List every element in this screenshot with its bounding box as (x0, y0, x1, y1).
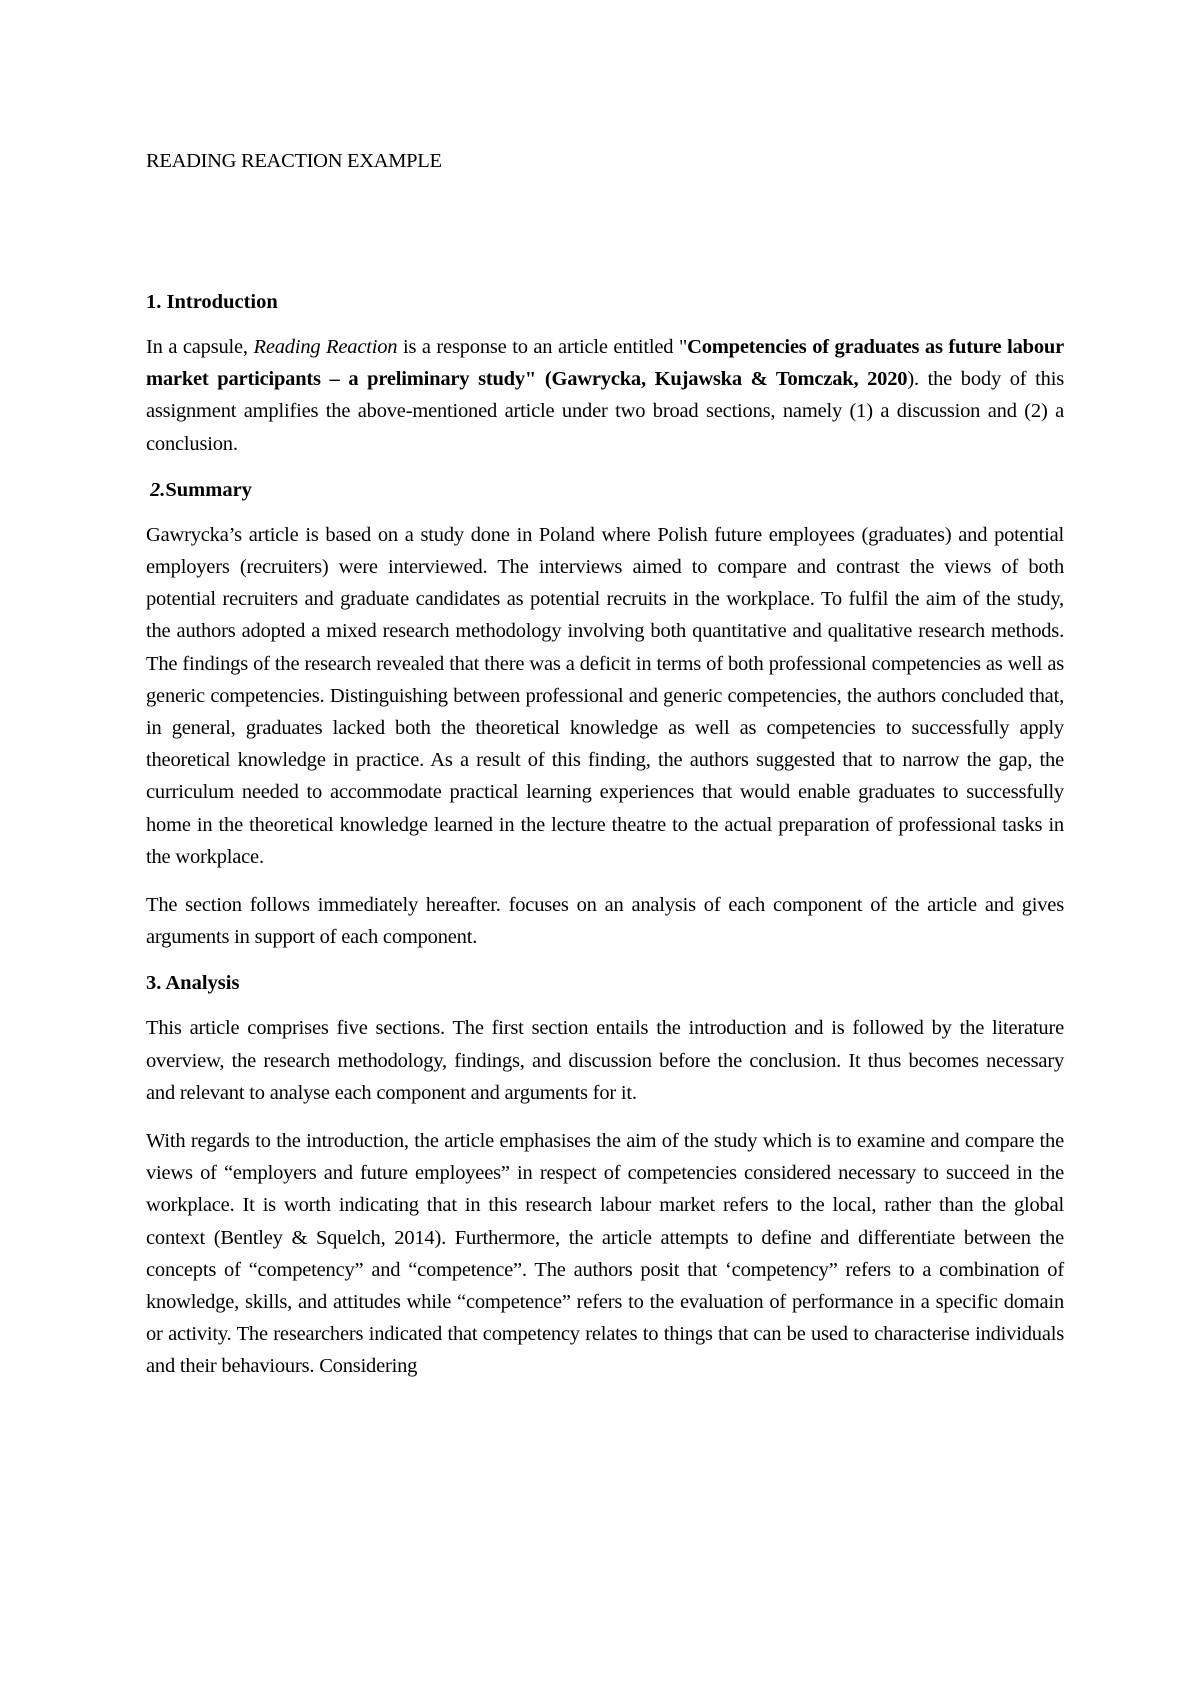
intro-text-3: ). the body of this assignment amplifies the above-mentioned article under two broad sections, namely (1) a discussion and (2) a conclusion. (146, 368, 1064, 455)
intro-text-1: In a capsule, (146, 336, 254, 358)
summary-heading-text: Summary (165, 478, 252, 501)
intro-text-italic: Reading Reaction (253, 336, 398, 358)
analysis-paragraph-1: This article comprises five sections. The first section entails the introduction and is followed by the literature overview, the research methodology, findings, and discussion before the conclusion. It thus becomes necessary and relevant to analyse each component and arguments for it. (146, 1017, 1064, 1104)
summary-heading-number: 2. (150, 478, 166, 501)
intro-text-2: is a response to an article entitled " (397, 336, 688, 358)
analysis-paragraph-2: With regards to the introduction, the article emphasises the aim of the study which is to examine and compare the views of “employers and future employees” in respect of competencies considered necessary to succeed in the workplace. It is worth indicating that in this research labour market refers to the local, rather than the global context (Bentley & Squelch, 2014). Furthermore, the article attempts to define and differentiate between the concepts of “competency” and “competence”. The authors posit that ‘competency” refers to a combination of knowledge, skills, and attitudes while “competence” refers to the evaluation of performance in a specific domain or activity. The researchers indicated that competency relates to things that can be used to characterise individuals and their behaviours. Considering (146, 1130, 1064, 1378)
summary-paragraph-2: The section follows immediately hereafter. focuses on an analysis of each component of the article and gives arguments in support of each component. (146, 894, 1064, 949)
intro-text-bold: Competencies of graduates as future labour market participants – a preliminary study" (Gawrycka, Kujawska & Tomczak, 2020 (146, 336, 1064, 391)
section-heading-summary (146, 476, 1064, 504)
introduction-paragraph (146, 331, 1064, 460)
document-title: READING REACTION EXAMPLE (146, 150, 442, 172)
document-body (146, 288, 1064, 1399)
summary-paragraph-1: Gawrycka’s article is based on a study done in Poland where Polish future employees (graduates) and potential employers (recruiters) were interviewed. The interviews aimed to compare and contrast the views of both potential recruiters and graduate candidates as potential recruits in the workplace. To fulfil the aim of the study, the authors adopted a mixed research methodology involving both quantitative and qualitative research methods. The findings of the research revealed that there was a deficit in terms of both professional competencies as well as generic competencies. Distinguishing between professional and generic competencies, the authors concluded that, in general, graduates lacked both the theoretical knowledge as well as competencies to successfully apply theoretical knowledge in practice. As a result of this finding, the authors suggested that to narrow the gap, the curriculum needed to accommodate practical learning experiences that would enable graduates to successfully home in the theoretical knowledge learned in the lecture theatre to the actual preparation of professional tasks in the workplace. (146, 523, 1064, 868)
section-heading-analysis: 3. Analysis (146, 972, 240, 995)
section-heading-introduction: 1. Introduction (146, 291, 278, 313)
